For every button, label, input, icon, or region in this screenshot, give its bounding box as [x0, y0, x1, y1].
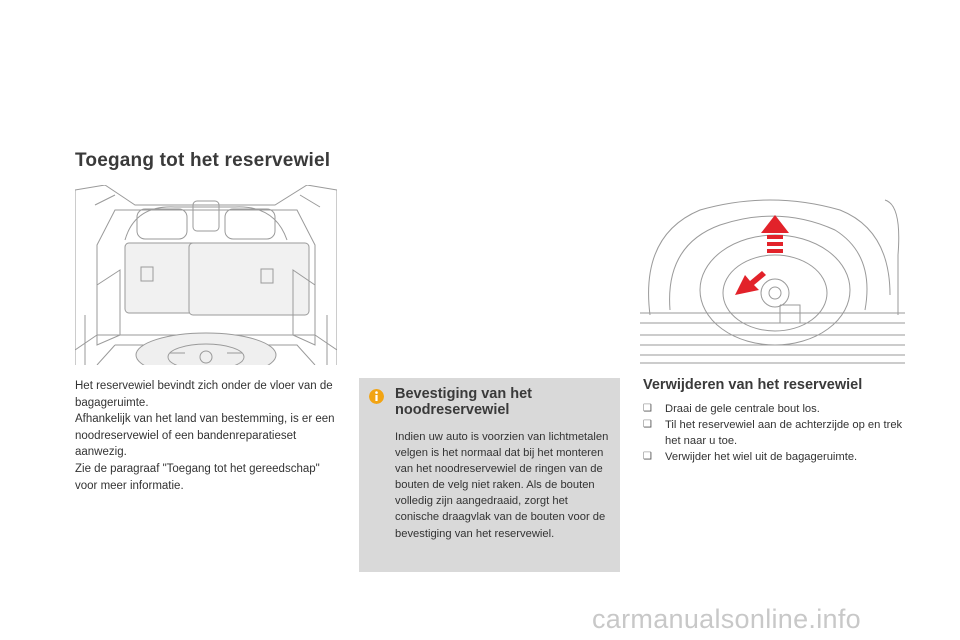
intro-text [75, 378, 345, 494]
info-icon [369, 389, 384, 404]
list-item [643, 417, 908, 449]
info-box-body: Indien uw auto is voorzien van lichtmetalen velgen is het normaal dat bij het monteren van het noodreservewiel de ringen van de bouten de velg niet raken. Als de bouten volledig zijn aangedraaid, zorgt het conische draagvlak van de bouten voor de bevestiging van het reservewiel. [395, 431, 609, 540]
intro-line: Afhankelijk van het land van bestemming, is er een noodreservewiel of een bandenreparatieset aanwezig. [75, 413, 335, 459]
info-box-title: Bevestiging van het noodreservewiel [395, 386, 532, 418]
removal-title: Verwijderen van het reservewiel [643, 377, 863, 393]
step-text: Til het reservewiel aan de achterzijde op en trek het naar u toe. [665, 419, 903, 448]
checkbox-bullet-icon: ❑ [643, 451, 652, 463]
intro-line: Zie de paragraaf "Toegang tot het gereedschap" voor meer informatie. [75, 462, 320, 492]
intro-line: Het reservewiel bevindt zich onder de vloer van de bagageruimte. [75, 380, 333, 409]
removal-steps [643, 401, 908, 465]
info-box [359, 378, 620, 572]
list-item [643, 401, 908, 417]
spare-wheel-illustration [640, 195, 905, 367]
step-text: Draai de gele centrale bout los. [665, 403, 820, 415]
trunk-illustration [75, 185, 337, 365]
watermark: carmanualsonline.info [592, 604, 861, 634]
checkbox-bullet-icon: ❑ [643, 403, 652, 414]
step-text: Verwijder het wiel uit de bagageruimte. [665, 451, 858, 464]
list-item [643, 449, 908, 465]
page-title: Toegang tot het reservewiel [75, 150, 331, 171]
checkbox-bullet-icon: ❑ [643, 419, 652, 431]
